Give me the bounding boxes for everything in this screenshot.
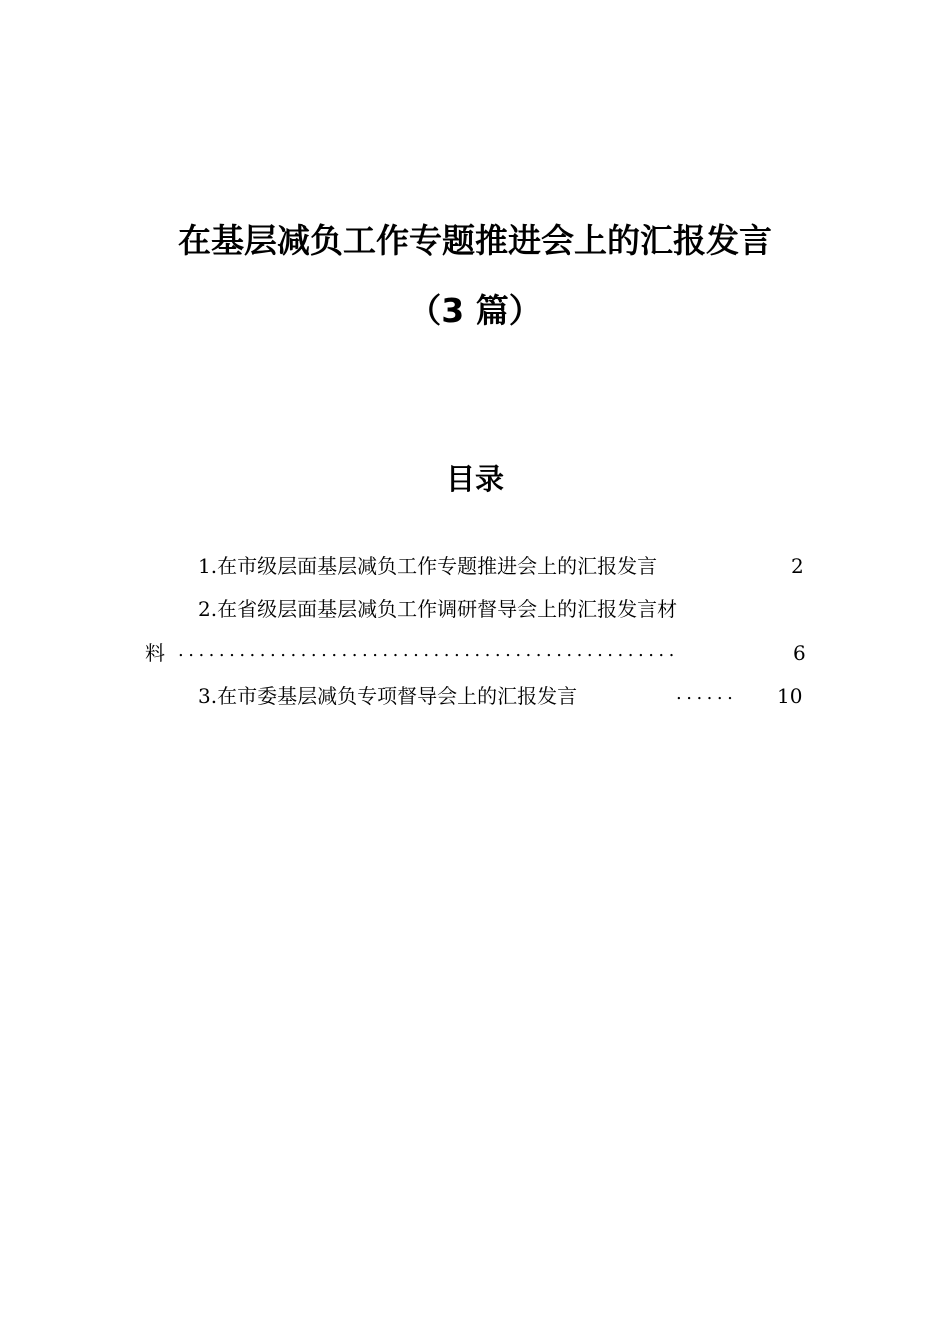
toc-entry-page: 10 xyxy=(777,684,803,708)
toc-leader-dots: ...... xyxy=(676,683,738,704)
toc-entry-number: 1. xyxy=(198,554,218,578)
toc-leader-dots: ................................................. xyxy=(178,640,679,661)
toc-entry-2[interactable] xyxy=(198,594,677,624)
toc-entry-number: 3. xyxy=(198,684,218,708)
document-title: 在基层减负工作专题推进会上的汇报发言 xyxy=(178,221,772,260)
toc-entry-text-continued: 料 xyxy=(145,641,165,665)
toc-entry-text: 在市委基层减负专项督导会上的汇报发言 xyxy=(217,684,578,708)
toc-entry-1[interactable] xyxy=(198,551,657,581)
toc-entry-page: 6 xyxy=(793,641,806,665)
toc-entry-2-continued[interactable] xyxy=(145,638,165,668)
toc-entry-3[interactable] xyxy=(198,681,577,711)
toc-entry-text: 在市级层面基层减负工作专题推进会上的汇报发言 xyxy=(217,554,658,578)
toc-entry-number: 2. xyxy=(198,597,218,621)
toc-entry-page: 2 xyxy=(791,554,804,578)
document-subtitle: （3 篇） xyxy=(408,291,542,330)
toc-heading: 目录 xyxy=(445,462,504,496)
toc-entry-text: 在省级层面基层减负工作调研督导会上的汇报发言材 xyxy=(217,597,678,621)
